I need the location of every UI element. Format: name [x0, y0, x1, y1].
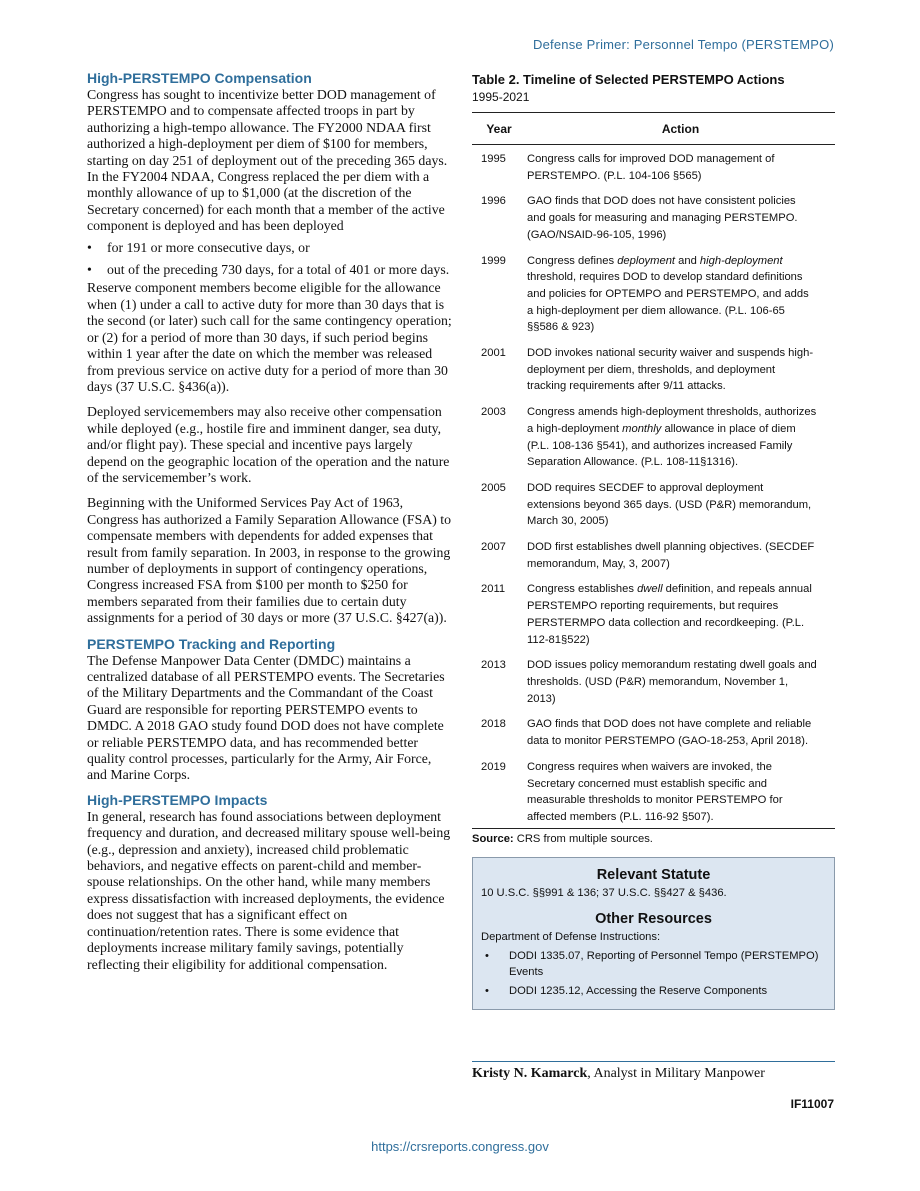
table-title: Table 2. Timeline of Selected PERSTEMPO Actions [472, 72, 785, 87]
row-year: 2005 [481, 481, 506, 494]
table-row [472, 340, 835, 399]
row-action: GAO finds that DOD does not have complete and reliable data to monitor PERSTEMPO (GAO-18-253, April 2018). [527, 718, 812, 748]
eligibility-list [87, 240, 452, 279]
resources-heading: Other Resources [595, 911, 712, 928]
para-compensation-3: Deployed servicemembers may also receive other compensation while deployed (e.g., hostile fire and imminent danger, sea duty, and/or flight pay). These special and incentive pays largely depend on the geographic location of the operation and the nature of the servicemember’s work. [87, 404, 450, 485]
list-item: • DODI 1235.12, Accessing the Reserve Components [481, 983, 826, 1000]
row-year: 1995 [481, 153, 506, 165]
report-code: IF11007 [790, 1097, 834, 1111]
row-year: 2007 [481, 541, 506, 554]
heading-impacts: High-PERSTEMPO Impacts [87, 791, 268, 808]
term-deployment: deployment [617, 254, 676, 267]
row-action: Congress defines deployment and high-deployment threshold, requires DOD to develop standard definitions and policies for OPTEMPO and PERSTEMPO, and adds a high-deployment per diem allowance. (P.L. 106-65 §§586 & 923) [527, 254, 809, 334]
row-action: Congress amends high-deployment thresholds, authorizes a high-deployment monthly allowance in place of diem (P.L. 108-136 §541), and authorizes increased Family Separation Allowance. (P.L. 108-11§1316). [527, 406, 817, 469]
row-year: 2001 [481, 347, 506, 360]
author-divider [472, 1061, 835, 1062]
resources-box [472, 857, 835, 1011]
table-source [472, 833, 835, 845]
list-item: • out of the preceding 730 days, for a total of 401 or more days. [87, 262, 452, 278]
table-row [472, 145, 835, 189]
timeline-table [472, 112, 835, 829]
footer-link[interactable]: https://crsreports.congress.gov [371, 1139, 549, 1154]
statute-heading: Relevant Statute [596, 866, 711, 883]
row-action: GAO finds that DOD does not have consistent policies and goals for measuring and managing PERSTEMPO. (GAO/NSAID-96-105, 1996) [527, 195, 798, 241]
left-column [87, 70, 452, 982]
row-action: DOD first establishes dwell planning objectives. (SECDEF memorandum, May, 3, 2007) [527, 541, 815, 570]
author-line [472, 1066, 765, 1082]
row-year: 2003 [481, 406, 506, 419]
row-year: 1999 [481, 254, 506, 267]
heading-tracking: PERSTEMPO Tracking and Reporting [87, 635, 336, 652]
table-row [472, 248, 835, 341]
col-header-action: Action [526, 113, 835, 145]
source-label: Source: [472, 832, 514, 845]
row-action: Congress establishes dwell definition, and repeals annual PERSTEMPO reporting requirements, but requires PERSTERMPO data collection and recordkeeping. (P.L. 112-81§522) [527, 583, 812, 646]
para-compensation-4: Beginning with the Uniformed Services Pay Act of 1963, Congress has authorized a Family Separation Allowance (FSA) to compensate members with dependents for added expenses that result from family separation. In 2003, in response to the growing number of deployments in support of contingency operations, Congress increased FSA from $100 per month to $250 for members separated from their families due to certain duty assignments for a period of 30 days or more (37 U.S.C. §427(a)). [87, 495, 452, 626]
table-row [472, 399, 835, 475]
row-year: 2018 [481, 718, 506, 731]
resources-intro: Department of Defense Instructions: [481, 931, 661, 944]
para-compensation-2: Reserve component members become eligible for the allowance when (1) under a call to active duty for more than 30 days that is the second (or later) such call for the same contingency operation; or (2) for a period of more than 30 days, if such period begins within 1 year after the date on which the member was released from previous service on active duty for a period of more than 30 days (37 U.S.C. §436(a)). [87, 280, 452, 394]
table-subtitle: 1995-2021 [472, 90, 530, 104]
author-name: Kristy N. Kamarck [472, 1066, 588, 1081]
term-high-deployment: high-deployment [699, 254, 783, 267]
col-header-year: Year [472, 113, 526, 145]
table-row [472, 754, 835, 828]
resources-list [481, 948, 826, 1000]
list-item: • for 191 or more consecutive days, or [87, 240, 452, 256]
source-text: CRS from multiple sources. [513, 832, 653, 845]
heading-compensation: High-PERSTEMPO Compensation [87, 70, 312, 86]
row-year: 2019 [472, 754, 526, 828]
right-column [472, 70, 835, 1010]
list-item: • DODI 1335.07, Reporting of Personnel Tempo (PERSTEMPO) Events [481, 948, 826, 981]
statute-text: 10 U.S.C. §§991 & 136; 37 U.S.C. §§427 & §436. [481, 886, 727, 899]
table-row [472, 711, 835, 753]
table-row [472, 652, 835, 711]
row-action: DOD issues policy memorandum restating dwell goals and thresholds. (USD (P&R) memorandum, November 1, 2013) [527, 659, 817, 705]
term-dwell: dwell [637, 583, 663, 596]
table-row [472, 576, 835, 652]
running-header: Defense Primer: Personnel Tempo (PERSTEMPO) [533, 37, 834, 52]
row-action: DOD invokes national security waiver and suspends high-deployment per diem, thresholds, and deployment tracking requirements after 9/11 attacks. [527, 347, 814, 393]
row-action: Congress calls for improved DOD management of PERSTEMPO. (P.L. 104-106 §565) [527, 153, 775, 182]
para-compensation-1: Congress has sought to incentivize better DOD management of PERSTEMPO and to compensate affected troops in part by authorizing a high-tempo allowance. The FY2000 NDAA first authorized a high-deployment per diem of $100 for members, starting on day 251 of deployment out of the preceding 365 days. In the FY2004 NDAA, Congress replaced the per diem with a monthly allowance of up to $1,000 (at the discretion of the Secretary concerned) for each month that a member of the active component is deployed and has been deployed [87, 87, 448, 234]
row-year: 2011 [481, 583, 506, 596]
row-action: DOD requires SECDEF to approval deployment extensions beyond 365 days. (USD (P&R) memorandum, March 30, 2005) [527, 481, 812, 528]
table-row [472, 188, 835, 247]
row-action: Congress requires when waivers are invoked, the Secretary concerned must establish specific and measurable thresholds to monitor PERSTEMPO for affected members (P.L. 116-92 §507). [526, 754, 835, 828]
para-tracking: The Defense Manpower Data Center (DMDC) maintains a centralized database of all PERSTEMPO events. The Secretaries of the Military Departments and the Commandant of the Coast Guard are responsible for reporting PERSTEMPO events to DMDC. A 2018 GAO study found DOD does not have complete or reliable PERSTEMPO data, and has recommended better quality control processes, particularly for the Army, Air Force, and Marine Corps. [87, 652, 445, 783]
term-monthly: monthly [622, 422, 662, 435]
author-role: , Analyst in Military Manpower [587, 1066, 765, 1081]
row-year: 1996 [481, 195, 506, 208]
para-impacts: In general, research has found associations between deployment frequency and duration, and decreased military spouse well-being (e.g., depression and anxiety), increased child problematic behaviors, and negative effects on parent-child and member-spouse relationships. On the other hand, while many members express dissatisfaction with increased deployments, the evidence does not suggest that has a significant effect on continuation/retention rates. There is some evidence that deployments increase military family savings, potentially reflecting their eligibility for additional compensation. [87, 808, 451, 972]
row-year: 2013 [481, 659, 506, 672]
table-row [472, 534, 835, 576]
table-row [472, 475, 835, 534]
